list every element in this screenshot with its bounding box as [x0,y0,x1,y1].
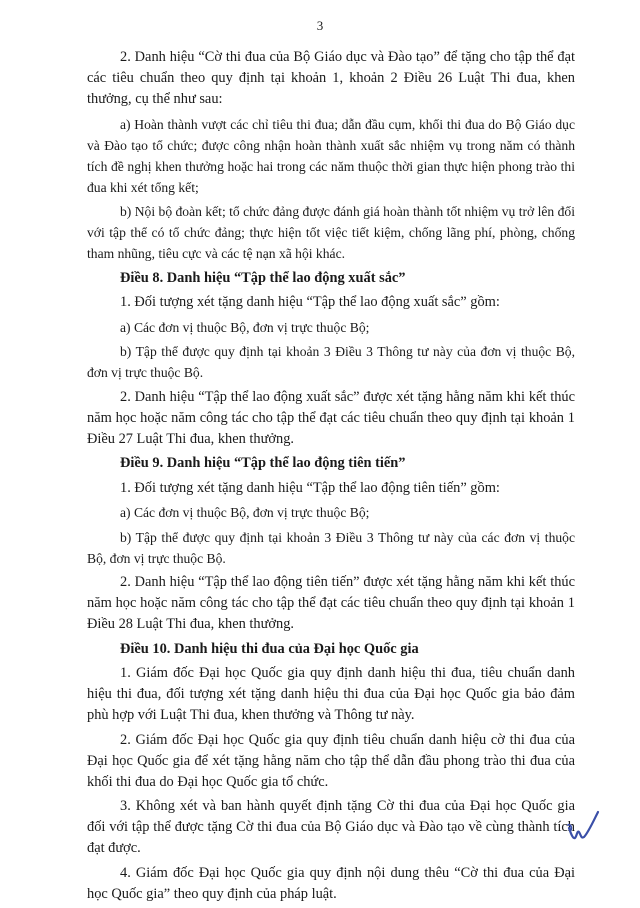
paragraph-article9-clause1: 1. Đối tượng xét tặng danh hiệu “Tập thể lao động tiên tiến” gồm: [120,479,500,496]
paragraph-article7-clause2-a: a) Hoàn thành vượt các chỉ tiêu thi đua; dẫn đầu cụm, khối thi đua do Bộ Giáo dục và Đào tạo tổ chức; được công nhận hoàn thành xuất sắc nhiệm vụ trong năm có thành tích đề nghị khen thưởng hoặc hai trong các năm thuộc thời gian thực hiện phong trào thi đua khi xét tổng kết; [87,116,575,195]
paragraph-article10-clause1: 1. Giám đốc Đại học Quốc gia quy định danh hiệu thi đua, tiêu chuẩn danh hiệu thi đua, đối tượng xét tặng danh hiệu thi đua của Đại học Quốc gia bảo đảm phù hợp với Luật Thi đua, khen thưởng và Thông tư này. [87,665,575,723]
document-body [87,47,575,908]
signature-initial-mark [566,808,600,842]
heading-article-8: Điều 8. Danh hiệu “Tập thể lao động xuất sắc” [120,269,406,286]
paragraph-article7-clause2-b: b) Nội bộ đoàn kết; tổ chức đảng được đánh giá hoàn thành tốt nhiệm vụ trở lên đối với tập thể có tổ chức đảng; thực hiện tốt việc tiết kiệm, chống lãng phí, phòng, chống tham nhũng, tiêu cực và các tệ nạn xã hội khác. [87,204,575,261]
paragraph-article9-clause1-b: b) Tập thể được quy định tại khoản 3 Điều 3 Thông tư này của các đơn vị thuộc Bộ, đơn vị trực thuộc Bộ. [87,529,575,566]
paragraph-article7-clause2: 2. Danh hiệu “Cờ thi đua của Bộ Giáo dục và Đào tạo” để tặng cho tập thể đạt các tiêu chuẩn theo quy định tại khoản 1, khoản 2 Điều 26 Luật Thi đua, khen thưởng, cụ thể như sau: [87,49,575,107]
paragraph-article8-clause2: 2. Danh hiệu “Tập thể lao động xuất sắc” được xét tặng hằng năm khi kết thúc năm học hoặc năm công tác cho tập thể đạt các tiêu chuẩn theo quy định tại khoản 1 Điều 27 Luật Thi đua, khen thưởng. [87,388,575,447]
heading-article-9: Điều 9. Danh hiệu “Tập thể lao động tiên tiến” [120,455,406,471]
paragraph-article9-clause1-a: a) Các đơn vị thuộc Bộ, đơn vị trực thuộc Bộ; [120,505,370,520]
paragraph-article10-clause2: 2. Giám đốc Đại học Quốc gia quy định tiêu chuẩn danh hiệu cờ thi đua của Đại học Quốc gia để xét tặng hằng năm cho tập thể dẫn đầu phong trào thi đua của khối thi đua do Đại học Quốc gia tổ chức. [87,731,575,790]
paragraph-article8-clause1: 1. Đối tượng xét tặng danh hiệu “Tập thể lao động xuất sắc” gồm: [120,294,500,310]
paragraph-article8-clause1-a: a) Các đơn vị thuộc Bộ, đơn vị trực thuộc Bộ; [120,319,370,335]
paragraph-article10-clause4: 4. Giám đốc Đại học Quốc gia quy định nội dung thêu “Cờ thi đua của Đại học Quốc gia” theo quy định của pháp luật. [87,864,575,902]
heading-article-10: Điều 10. Danh hiệu thi đua của Đại học Quốc gia [120,640,419,657]
paragraph-article10-clause3: 3. Không xét và ban hành quyết định tặng Cờ thi đua của Đại học Quốc gia đối với tập thể được tặng Cờ thi đua của Bộ Giáo dục và Đào tạo về cùng thành tích đạt được. [87,798,575,856]
paragraph-article8-clause1-b: b) Tập thể được quy định tại khoản 3 Điều 3 Thông tư này của đơn vị thuộc Bộ, đơn vị trực thuộc Bộ. [87,344,575,380]
page-number: 3 [316,18,324,33]
paragraph-article9-clause2: 2. Danh hiệu “Tập thể lao động tiên tiến” được xét tặng hằng năm khi kết thúc năm học hoặc năm công tác cho tập thể đạt các tiêu chuẩn theo quy định tại khoản 1 Điều 28 Luật Thi đua, khen thưởng. [87,574,575,632]
